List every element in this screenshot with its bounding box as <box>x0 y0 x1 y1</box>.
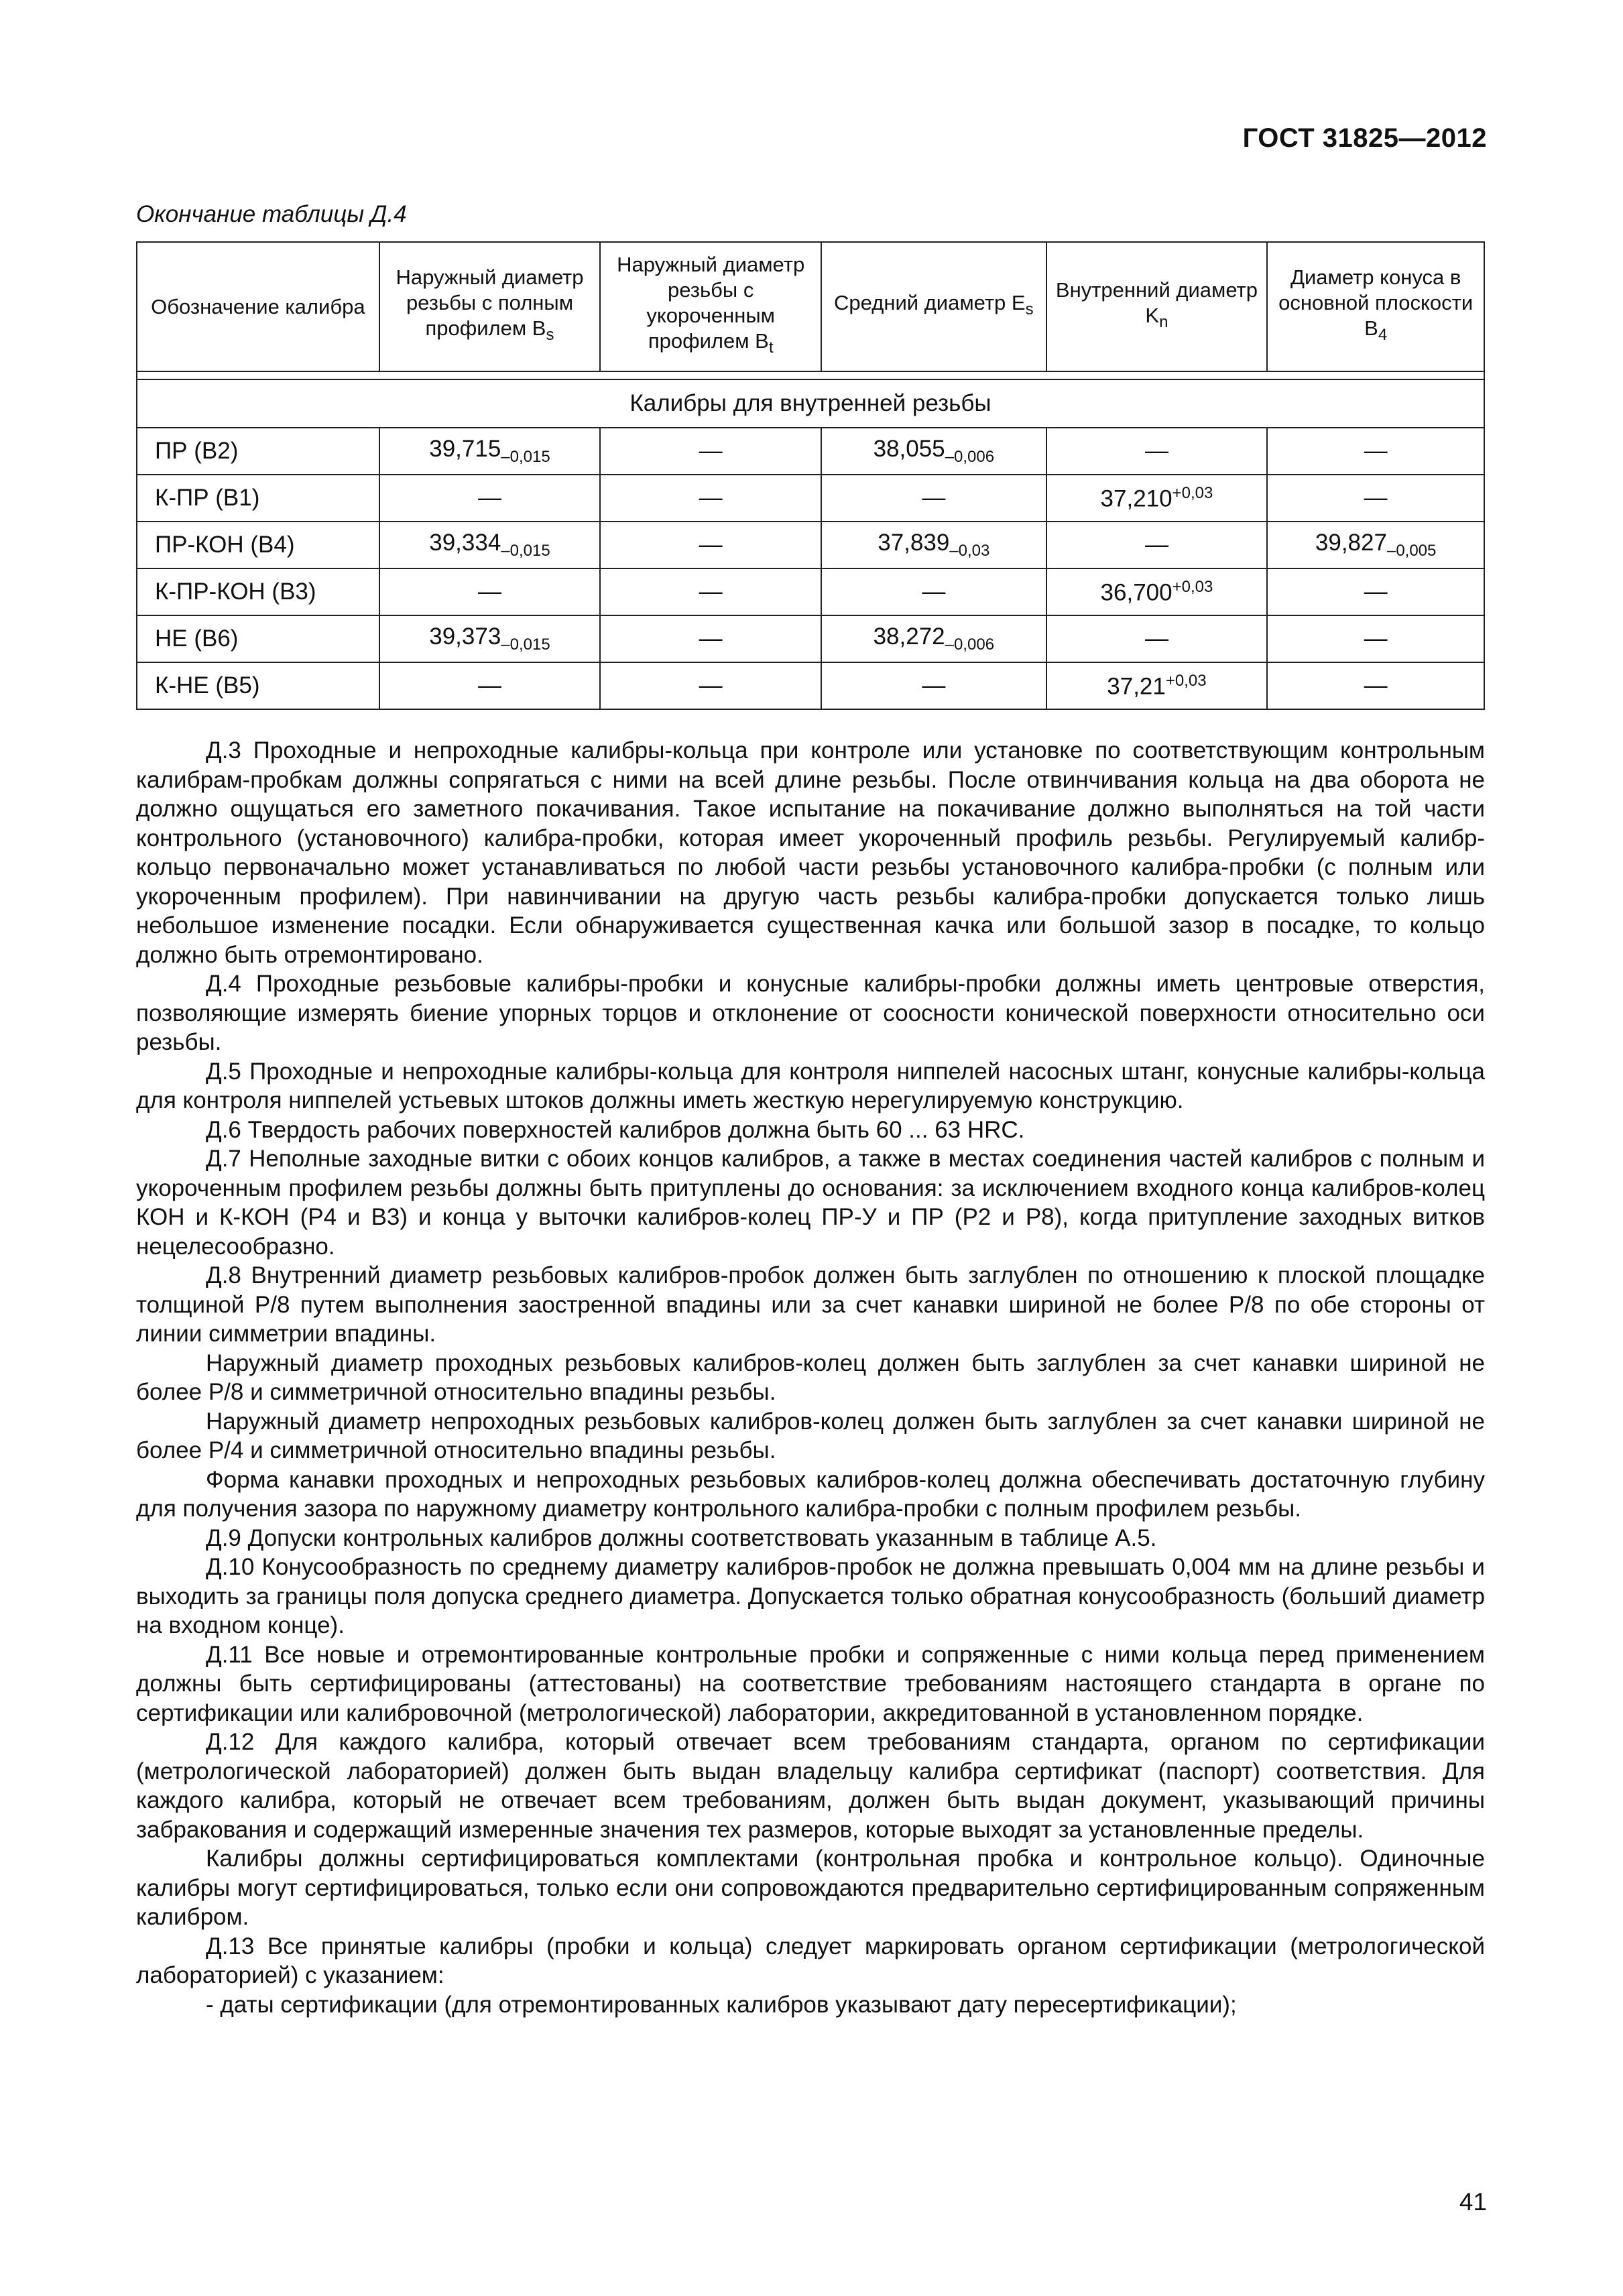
table-cell: — <box>1267 475 1484 522</box>
column-header: Наружный диаметр резьбы с полным профилем $B_s$ <box>379 242 601 371</box>
paragraph: Д.5 Проходные и непроходные калибры-кольца для контроля ниппелей насосных штанг, конусные калибры-кольца для контроля ниппелей устьевых штоков должны иметь жесткую нерегулируемую конструкцию. <box>136 1058 1485 1113</box>
table-row <box>137 662 1484 709</box>
paragraph: Д.7 Неполные заходные витки с обоих концов калибров, а также в местах соединения частей калибров с полным и укороченным профилем резьбы должны быть притуплены до основания: за исключением входного конца калибров-колец КОН и К-КОН (Р4 и В3) и конца у выточки калибров-колец ПР-У и ПР (Р2 и Р8), когда притупление заходных витков нецелесообразно. <box>136 1146 1485 1260</box>
gauge-designation-cell: НЕ (В6) <box>137 615 379 662</box>
table-cell: — <box>600 475 821 522</box>
page-number: 41 <box>1459 2188 1487 2216</box>
table-header-row <box>137 242 1484 371</box>
gauge-designation-cell: К-ПР (В1) <box>137 475 379 522</box>
table-cell: — <box>379 662 601 709</box>
table-cell: — <box>600 522 821 568</box>
paragraph: Д.4 Проходные резьбовые калибры-пробки и конусные калибры-пробки должны иметь центровые отверстия, позволяющие измерять биение упорных торцов и отклонение от соосности конической поверхности относительно оси резьбы. <box>136 971 1485 1055</box>
table-cell: $39,715_{-0,015}$ <box>379 428 601 475</box>
paragraph: Д.13 Все принятые калибры (пробки и кольца) следует маркировать органом сертификации (метрологической лабораторией) с указанием: <box>136 1933 1485 1988</box>
table-cell: $38,055_{-0,006}$ <box>821 428 1046 475</box>
table-cell: $37,21^{+0,03}$ <box>1046 662 1268 709</box>
table-cell: — <box>379 568 601 615</box>
table-cell: — <box>821 568 1046 615</box>
header-separator <box>137 371 1484 379</box>
table-cell: $39,334_{-0,015}$ <box>379 522 601 568</box>
table-cell: — <box>1046 522 1268 568</box>
paragraph: Калибры должны сертифицироваться комплектами (контрольная пробка и контрольное кольцо). Одиночные калибры могут сертифицироваться, только если они сопровождаются предварительно сертифицированным сопряженным калибром. <box>136 1846 1485 1930</box>
table-cell: $39,373_{-0,015}$ <box>379 615 601 662</box>
table-cell: $39,827_{-0,005}$ <box>1267 522 1484 568</box>
column-header: Обозначение калибра <box>137 242 379 371</box>
table-row <box>137 522 1484 568</box>
paragraph: Д.6 Твердость рабочих поверхностей калибров должна быть 60 ... 63 HRC. <box>206 1116 1025 1143</box>
paragraph: Д.10 Конусообразность по среднему диаметру калибров-пробок не должна превышать 0,004 мм на длине резьбы и выходить за границы поля допуска среднего диаметра. Допускается только обратная конусообразность (больший диаметр на входном конце). <box>136 1554 1485 1638</box>
paragraph: Наружный диаметр проходных резьбовых калибров-колец должен быть заглублен за счет канавки шириной не более Р/8 и симметричной относительно впадины резьбы. <box>136 1349 1485 1405</box>
paragraph: - даты сертификации (для отремонтированных калибров указывают дату пересертификации); <box>206 1991 1237 2018</box>
table-cell: — <box>1046 428 1268 475</box>
table-cell: $38,272_{-0,006}$ <box>821 615 1046 662</box>
table-row <box>137 615 1484 662</box>
table-row <box>137 475 1484 522</box>
paragraph: Форма канавки проходных и непроходных резьбовых калибров-колец должна обеспечивать достаточную глубину для получения зазора по наружному диаметру контрольного калибра-пробки с полным профилем резьбы. <box>136 1466 1485 1522</box>
gauge-designation-cell: К-ПР-КОН (В3) <box>137 568 379 615</box>
table-row <box>137 428 1484 475</box>
column-header: Наружный диаметр резьбы с укороченным профилем $B_t$ <box>600 242 821 371</box>
section-row <box>137 379 1484 428</box>
column-header: Средний диаметр $E_s$ <box>821 242 1046 371</box>
gauge-designation-cell: ПР-КОН (В4) <box>137 522 379 568</box>
table-cell: — <box>821 475 1046 522</box>
document-code-header: ГОСТ 31825—2012 <box>1242 123 1487 153</box>
paragraph: Д.11 Все новые и отремонтированные контрольные пробки и сопряженные с ними кольца перед применением должны быть сертифицированы (аттестованы) на соответствие требованиям настоящего стандарта в органе по сертификации или калибровочной (метрологической) лаборатории, аккредитованной в установленном порядке. <box>136 1641 1485 1726</box>
body-text <box>136 736 1485 2019</box>
table-caption: Окончание таблицы Д.4 <box>136 201 407 227</box>
table-cell: — <box>379 475 601 522</box>
paragraph: Д.9 Допуски контрольных калибров должны соответствовать указанным в таблице А.5. <box>206 1524 1157 1551</box>
table-cell: — <box>1267 568 1484 615</box>
column-header: Диаметр конуса в основной плоскости $B_4$ <box>1267 242 1484 371</box>
table-row <box>137 568 1484 615</box>
table-cell: $37,210^{+0,03}$ <box>1046 475 1268 522</box>
gauge-designation-cell: ПР (В2) <box>137 428 379 475</box>
table-cell: — <box>1267 615 1484 662</box>
table-cell: $36,700^{+0,03}$ <box>1046 568 1268 615</box>
table-cell: — <box>1046 615 1268 662</box>
table-cell: — <box>600 568 821 615</box>
table-cell: $37,839_{-0,03}$ <box>821 522 1046 568</box>
table-cell: — <box>1267 428 1484 475</box>
gauge-designation-cell: К-НЕ (В5) <box>137 662 379 709</box>
gauge-table <box>136 241 1485 710</box>
paragraph: Наружный диаметр непроходных резьбовых калибров-колец должен быть заглублен за счет канавки шириной не более Р/4 и симметричной относительно впадины резьбы. <box>136 1408 1485 1463</box>
paragraph: Д.8 Внутренний диаметр резьбовых калибров-пробок должен быть заглублен по отношению к плоской площадке толщиной Р/8 путем выполнения заостренной впадины или за счет канавки шириной не более Р/8 по обе стороны от линии симметрии впадины. <box>136 1262 1485 1347</box>
paragraph: Д.3 Проходные и непроходные калибры-кольца при контроле или установке по соответствующим контрольным калибрам-пробкам должны сопрягаться с ними на всей длине резьбы. После отвинчивания кольца на два оборота не должно ощущаться его заметного покачивания. Такое испытание на покачивание должно выполняться на той части контрольного (установочного) калибра-пробки, которая имеет укороченный профиль резьбы. Регулируемый калибр-кольцо первоначально может устанавливаться по любой части резьбы установочного калибра-пробки (с полным или укороченным профилем). При навинчивании на другую часть резьбы калибра-пробки допускается только лишь небольшое изменение посадки. Если обнаруживается существенная качка или большой зазор в посадке, то кольцо должно быть отремонтировано. <box>136 737 1485 968</box>
table-cell: — <box>600 428 821 475</box>
table-cell: — <box>600 615 821 662</box>
table-cell: — <box>1267 662 1484 709</box>
paragraph: Д.12 Для каждого калибра, который отвечает всем требованиям стандарта, органом по сертификации (метрологической лабораторией) должен быть выдан владельцу калибра сертификат (паспорт) соответствия. Для каждого калибра, который не отвечает всем требованиям, должен быть выдан документ, указывающий причины забракования и содержащий измеренные значения тех размеров, которые выходят за установленные пределы. <box>136 1729 1485 1843</box>
section-title: Калибры для внутренней резьбы <box>137 379 1484 428</box>
column-header: Внутренний диаметр $K_n$ <box>1046 242 1268 371</box>
table-cell: — <box>821 662 1046 709</box>
table-cell: — <box>600 662 821 709</box>
